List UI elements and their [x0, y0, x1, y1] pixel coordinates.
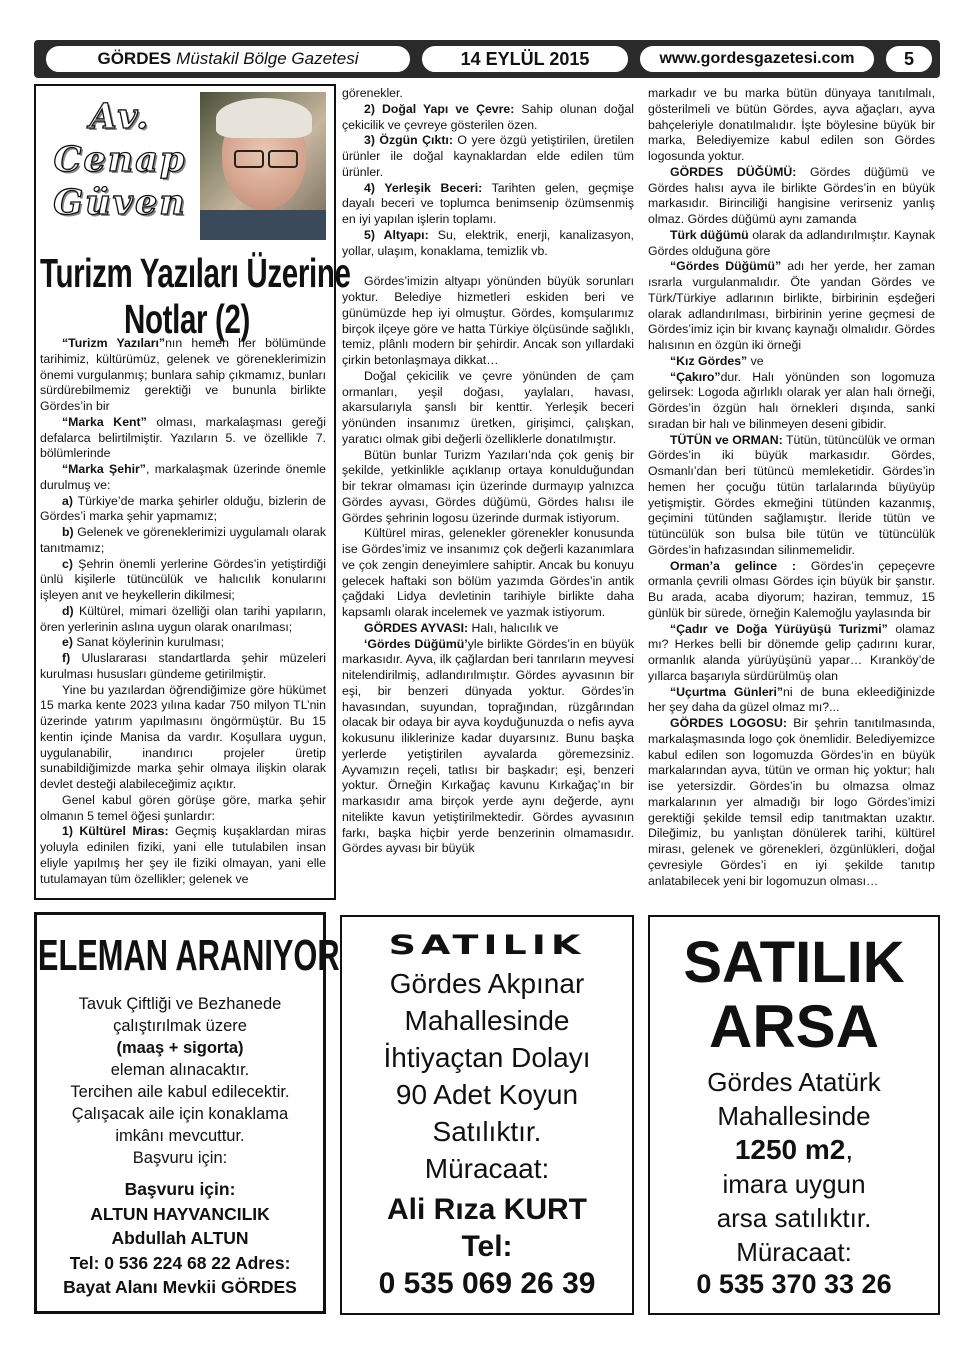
bold-lead: “Marka Kent”: [62, 414, 147, 429]
col1-paragraph: [40, 557, 326, 604]
ad1-bold-line: (maaş + sigorta): [116, 1039, 244, 1057]
col3-paragraph: [648, 259, 935, 354]
ad1-contact-3: Abdullah ALTUN: [111, 1228, 249, 1248]
col2-paragraph: [342, 228, 634, 260]
col2-paragraph: [342, 274, 634, 369]
paragraph-text: Su, elektrik, enerji, kanalizasyon, yollar, ulaşım, konaklama, temizlik vb.: [342, 227, 634, 258]
ad3-line-2: Mahallesinde: [717, 1101, 871, 1131]
ad1-contact-5: Bayat Alanı Mevkii GÖRDES: [63, 1277, 297, 1297]
ad1-title: ELEMAN ARANIYOR: [37, 931, 340, 980]
bold-lead: Orman’a gelince :: [670, 558, 796, 573]
ad3-title1: SATILIK: [683, 930, 905, 995]
paragraph-text: Gördes’in çepeçevre ormanla çevrili olması Gördes için büyük bir şanstır. Bu arada, acaba diyorum; haziran, temmuz, 15 günlük bir sürede, örneğin Kalemoğlu yaylasında bir: [648, 558, 935, 620]
paragraph-text: Tütün, tütüncülük ve orman Gördes’in iki büyük markasıdır. Gördes, Osmanlı’dan beri tütüncü memleketidir. Gördes’in hemen her çocuğu tütün tarlalarında büyüyüp yetişmiştir. Gördes ekmeğini tütünden kazanmış, geçimini tütünden sağlamıştır. İleride tütün ve tütüncülük son bulsa bile tütün ve tütüncülük Gördes’in hafızasından silinmemelidir.: [648, 432, 935, 557]
col2-paragraph: [342, 369, 634, 448]
ad-sheep-for-sale: [340, 915, 634, 1315]
col2-paragraph: [342, 102, 634, 134]
ad3-title2: ARSA: [708, 993, 879, 1060]
bold-lead: 1) Kültürel Miras:: [62, 824, 169, 839]
ad2-tel-label: Tel:: [461, 1230, 513, 1263]
paragraph-text: Uluslararası standartlarda şehir müzeleri kurulması hususları gündeme getirilmiştir.: [40, 651, 326, 681]
ad2-line-5: Satılıktır.: [432, 1116, 542, 1147]
col1-paragraph: [40, 494, 326, 526]
ad3-line-3: imara uygun: [722, 1169, 866, 1199]
ad2-line-6: Müracaat:: [424, 1153, 550, 1184]
article-column-2: [342, 86, 634, 857]
ad2-title: SATILIK: [388, 929, 586, 961]
ad2-line-1: Gördes Akpınar: [389, 968, 585, 999]
page-number: 5: [884, 44, 934, 74]
paragraph-text: Gördes düğümü ve Gördes halısı ayva ile birlikte Gördes’in en büyük markasıdır. Birinciliği hangisine verirseniz yanlış olmaz. Gördes düğümü aynı zamanda: [648, 164, 935, 226]
paragraph-text: Doğal çekicilik ve çevre yönünden de çam ormanları, yeşil doğası, yaylaları, havası, akarsularıyla şanslı bir kenttir. Yerleşik beceri yönünden insanımız üretken, girişimci, çalışkan, yaratıcı olmak gibi değerli özelliklerle donatılmıştır.: [342, 368, 634, 446]
author-name-line2: Cenap: [53, 139, 187, 180]
author-name-line3: Güven: [53, 182, 187, 223]
paragraph-text: Yine bu yazılardan öğrendiğimize göre hükümet 15 marka kente 2023 yılına kadar 750 milyon TL’nin üzerinde yatırım yapılmasını öngörmüştür. Bu 15 kentin içinde Manisa da vardır. Koşullara uygun, uygulanabilir, inandırıcı projeler üretip sunabildiğimizde marka şehir olmaya ilişkin olarak devlet desteği alabileceğimiz açıktır.: [40, 682, 326, 791]
paragraph-text: olarak da adlandırılmıştır. Kaynak Gördes olduğuna göre: [648, 227, 935, 258]
author-hair: [216, 98, 312, 138]
col2-paragraph: [342, 621, 634, 637]
ad1-line-6: imkânı mevcuttur.: [115, 1127, 245, 1145]
ad2-line-2: Mahallesinde: [404, 1005, 570, 1036]
col1-paragraph: [40, 604, 326, 636]
paragraph-text: Geçmiş kuşaklardan miras yoluyla edinilen fiziki, yani elle tutulabilen insan eliyle yapılmış her şey ile fiziki olmayan, yani elle tutulamayan tüm özellikler; gelenek ve: [40, 824, 326, 886]
col3-paragraph: [648, 370, 935, 433]
bold-lead: GÖRDES LOGOSU:: [670, 716, 787, 730]
paragraph-text: O yere özgü yetiştirilen, üretilen ürünler ile doğal kaynaklardan elde edilen tüm ürünler.: [342, 133, 634, 179]
paragraph-text: adı her yerde, her zaman ısrarla vurgulanmalıdır. Öte yandan Gördes ve Türk/Türkiye adlarının birlikte, birbirinin eşdeğeri olarak adlandırılması, birbirinin yerine geçmesi de Gördes’imiz için bir kıvanç kaynağı olmalıdır. Gördes halısının en özgün iki örneği: [648, 259, 935, 352]
bold-lead: “Çadır ve Doğa Yürüyüşü Turizmi”: [670, 621, 888, 636]
bold-lead: a): [62, 493, 73, 508]
col3-paragraph: [648, 716, 935, 889]
paragraph-text: yle birlikte Gördes’in en büyük markasıdır. Ayva, ilk çağlardan beri tanrıların meyvesi nitelendirilmiş, adlandırılmıştır. Gördes ayvasının bir eşi, bir benzeri dünyada yoktur. Gördes’in havasından, suyundan, toprağından, rüzgârından olacak bir odaya bir ayva koyduğunuzda o nefis ayva kokusunu iliklerinize kadar duyarsınız. Bunu başka yerlerde yetiştirilen ayvalarda göremezsiniz. Ayvamızın reçeli, tatlısı bir başkadır; eşi, benzeri yoktur. Örneğin Kırkağaç kavunu Kırkağaç’ın bir markasıdır ama birçok yerde aynı değerde, aynı nitelikte kavun yetiştirilmektedir. Gördes ayvasının farkı, başka hiçbir yerde benzerinin olmamasıdır. Gördes ayvası bir büyük: [342, 636, 634, 856]
paragraph-text: Halı, halıcılık ve: [468, 620, 559, 635]
paragraph-text: Türkiye’de marka şehirler olduğu, bizlerin de Gördes’i marka şehir yapmamız;: [40, 493, 326, 524]
ad2-contact-name: Ali Rıza KURT: [386, 1193, 587, 1226]
ad3-line-1: Gördes Atatürk: [707, 1067, 881, 1097]
issue-date: 14 EYLÜL 2015: [420, 44, 630, 74]
paragraph-text: Sanat köylerinin kurulması;: [72, 635, 224, 650]
paragraph-text: markadır ve bu marka bütün dünyaya tanıtılmalı, gösterilmeli ve bütün Gördes, ayva ağaçları, ayva bahçeleriyle donatılmalıdır. İşte böylesine büyük bir marka, Belediyemize kabul edilen son Gördes logosunda yoktur.: [648, 86, 935, 163]
ad1-line-4: Tercihen aile kabul edilecektir.: [70, 1083, 290, 1101]
ad1-contact-4: Tel: 0 536 224 68 22 Adres:: [69, 1252, 291, 1273]
paragraph-text: Tarihten gelen, geçmişe dayalı beceri ve toplumca benimsenip özümsenmiş en iyi yapılan işlerin toplamı.: [342, 180, 634, 226]
paragraph-text: ni de buna ekleediğinizde her şey daha da güzel olmaz mı?...: [648, 684, 935, 715]
paragraph-text: Şehrin önemli yerlerine Gördes’in yetiştirdiği ünlü kişilerle tütüncülük ve halıcılık konularını işleyen anıt ve heykellerin dikilmesi;: [40, 556, 326, 602]
bold-lead: “Marka Şehir”: [62, 462, 146, 476]
article-column-3: [648, 86, 935, 889]
ad3-size-suffix: ,: [845, 1134, 854, 1165]
col1-paragraph: [40, 462, 326, 494]
bold-lead: d): [62, 603, 74, 618]
col2-paragraph: [342, 526, 634, 621]
col2-paragraph: [342, 133, 634, 180]
bold-lead: b): [62, 525, 74, 539]
paragraph-text: olamaz mı? Herkes belli bir dönemde gelip çadırını kurar, ormanlık alanda yürüyüşünü yapar… Kıranköy’de yıllarca başarıyla sürdürülmüş olan: [648, 621, 935, 683]
paragraph-text: olması, markalaşması gereği defalarca belirtilmiştir. Yazıların 5. ve özellikle 7. bölümlerinde: [40, 414, 326, 461]
col1-paragraph: [40, 824, 326, 887]
glasses-right: [268, 150, 298, 168]
col3-paragraph: [648, 559, 935, 622]
bold-lead: ‘Gördes Düğümü’: [364, 636, 468, 651]
ad1-line-7: Başvuru için:: [132, 1149, 228, 1167]
paragraph-text: Bütün bunlar Turizm Yazıları’nda çok geniş bir şekilde, yetkinlikle açıklanıp ortaya konulduğundan bir tekrar olmaması için üzerinde durmayıp yalnızca Gördes ayvası, Gördes düğümü, Gördes halısı ile Gördes şehrinin logosu üzerinde durmak istiyorum.: [342, 447, 634, 525]
paper-subtitle: Müstakil Bölge Gazetesi: [176, 49, 359, 68]
author-photo: [200, 92, 326, 240]
ad1-line-1: Tavuk Çiftliği ve Bezhanede: [78, 995, 282, 1013]
ad2-line-4: 90 Adet Koyun: [395, 1079, 579, 1110]
bold-lead: “Kız Gördes”: [670, 353, 748, 368]
ad3-line-4: arsa satılıktır.: [716, 1203, 872, 1233]
ad-land-for-sale: [648, 915, 940, 1315]
paragraph-text: dur. Halı yönünden son logomuza gelirsek: Logoda ağırlıklı olarak yer alan halı örneği, Gördes’in özgün halı örnekleri dışında, sanki sıradan bir halı ve bilinmeyen deseni gibidir.: [648, 369, 935, 431]
ad3-line-5: Müracaat:: [736, 1237, 852, 1267]
paragraph-text: Bir şehrin tanıtılmasında, markalaşmasında logo çok önemlidir. Belediyemizce kabul edilen son logomuzda Gördes’in en büyük markalarından ayva, tütün ve orman hiç yoktur; halı ise yetersizdir. Gördes’in bu olmazsa olmaz markalarının yer almadığı bir logo Gördes’imizi gerektiği şekilde temsil edip tanıtmaktan uzaktır. Dileğimiz, bu yanlıştan dönülerek tarihi, kültürel mirası, gelenek ve görenekleri, özgünlükleri, doğal çevresiyle Gördes’i en iyi şekilde tanıtıp anlatabilecek yeni bir logomuzun olması…: [648, 716, 935, 888]
col3-paragraph: [648, 228, 935, 260]
bold-lead: Türk düğümü: [670, 227, 749, 242]
ad1-line-3: eleman alınacaktır.: [110, 1061, 250, 1079]
paragraph-text: ve: [747, 353, 764, 368]
bold-lead: 4) Yerleşik Beceri:: [364, 180, 483, 195]
col1-paragraph: [40, 683, 326, 793]
bold-lead: TÜTÜN ve ORMAN:: [670, 432, 783, 447]
col1-paragraph: [40, 635, 326, 651]
bold-lead: 2) Doğal Yapı ve Çevre:: [364, 101, 515, 116]
col2-paragraph: [342, 181, 634, 228]
ad1-line-5: Çalışacak aile için konaklama: [71, 1105, 289, 1123]
paragraph-text: Genel kabul gören görüşe göre, marka şehir olmanın 5 temel öğesi şunlardır:: [40, 792, 326, 823]
col2-paragraph: [342, 448, 634, 527]
paragraph-text: Gördes’imizin altyapı yönünden büyük sorunları yoktur. Belediye hizmetleri eskiden beri ve günümüzde hep iyi olmuştur. Gördes, komşularımız birçok ilçeye göre ve hatta Türkiye ölçüsünde sağlıklı, temiz, plânlı modern bir şehirdir. Ancak son yıllardaki çirkin betonlaşmaya dikkat…: [342, 274, 634, 367]
col1-paragraph: [40, 525, 326, 557]
paragraph-text: Kültürel, mimari özelliği olan tarihi yapıların, ören yerlerinin aslına uygun olarak onarılması;: [40, 603, 326, 634]
bold-lead: GÖRDES AYVASI:: [364, 620, 469, 635]
paragraph-text: görenekler.: [342, 86, 403, 100]
bold-lead: 3) Özgün Çıktı:: [364, 133, 453, 148]
bold-lead: GÖRDES DÜĞÜMÜ:: [670, 164, 797, 179]
bold-lead: “Çakıro”: [670, 369, 721, 384]
col1-paragraph: [40, 415, 326, 462]
bold-lead: e): [62, 635, 73, 650]
bold-lead: “Uçurtma Günleri”: [670, 684, 784, 699]
ad-job-wanted: [34, 912, 340, 1314]
ad2-line-3: İhtiyaçtan Dolayı: [383, 1042, 591, 1073]
col2-paragraph: [342, 86, 634, 102]
paragraph-text: Kültürel miras, gelenekler görenekler konusunda ise Gördes’imiz ve insanımız çok değerli kazanımlara ve çok zengin deneyimlere sahiptir. Ancak bu konuyu gelecek haftaki son bölüm yazımda Gördes’in antik çağdaki Lidya devletinin tarihiyle birlikte daha kapsamlı olarak incelemek ve yazmak istiyorum.: [342, 526, 634, 619]
bold-lead: 5) Altyapı:: [364, 227, 429, 242]
bold-lead: f): [62, 651, 71, 665]
article-title-line1: Turizm Yazıları Üzerine: [40, 250, 351, 296]
ad1-contact-2: ALTUN HAYVANCILIK: [90, 1203, 270, 1224]
article-title-line2: Notlar (2): [124, 296, 250, 342]
col3-paragraph: [648, 622, 935, 685]
bold-lead: “Gördes Düğümü”: [670, 259, 782, 274]
ad1-line-2: çalıştırılmak üzere: [113, 1017, 247, 1035]
col1-paragraph: [40, 336, 326, 415]
ad2-phone: 0 535 069 26 39: [378, 1267, 596, 1300]
ad3-phone: 0 535 370 33 26: [696, 1269, 892, 1299]
paragraph-text: nın hemen her bölümünde tarihimiz, kültürümüz, gelenek ve göreneklerimizin önemi vurgulanmış; bunlara sahip çıkmamız, bunları sürdürebilmemiz gerektiği ve bununla birlikte Gördes’in bir: [40, 336, 326, 413]
col2-paragraph: [342, 637, 634, 858]
bold-lead: “Turizm Yazıları”: [62, 336, 166, 350]
paragraph-text: , markalaşmak üzerinde önemle durulmuş ve:: [40, 462, 326, 492]
ad3-size-line: [650, 1133, 938, 1167]
website-url[interactable]: www.gordesgazetesi.com: [638, 44, 876, 74]
col3-paragraph: [648, 433, 935, 559]
col1-paragraph: [40, 651, 326, 683]
article-column-1: [40, 336, 326, 887]
col3-paragraph: [648, 165, 935, 228]
paper-name-pill: [44, 44, 412, 74]
col3-paragraph: [648, 354, 935, 370]
paragraph-text: Gelenek ve göreneklerimizi uygulamalı olarak tanıtmamız;: [40, 525, 326, 555]
ad1-contact-1: Başvuru için:: [124, 1179, 236, 1199]
author-shirt: [200, 210, 326, 240]
paragraph-text: Sahip olunan doğal çekicilik ve çevreye gösterilen özen.: [342, 101, 634, 132]
col3-paragraph: [648, 86, 935, 165]
author-name-line1: Av.: [89, 96, 151, 137]
paper-name: GÖRDES: [97, 49, 172, 68]
ad3-size: 1250 m2: [734, 1134, 846, 1165]
glasses-left: [234, 150, 264, 168]
col1-paragraph: [40, 793, 326, 825]
col3-paragraph: [648, 685, 935, 717]
bold-lead: c): [62, 556, 73, 571]
